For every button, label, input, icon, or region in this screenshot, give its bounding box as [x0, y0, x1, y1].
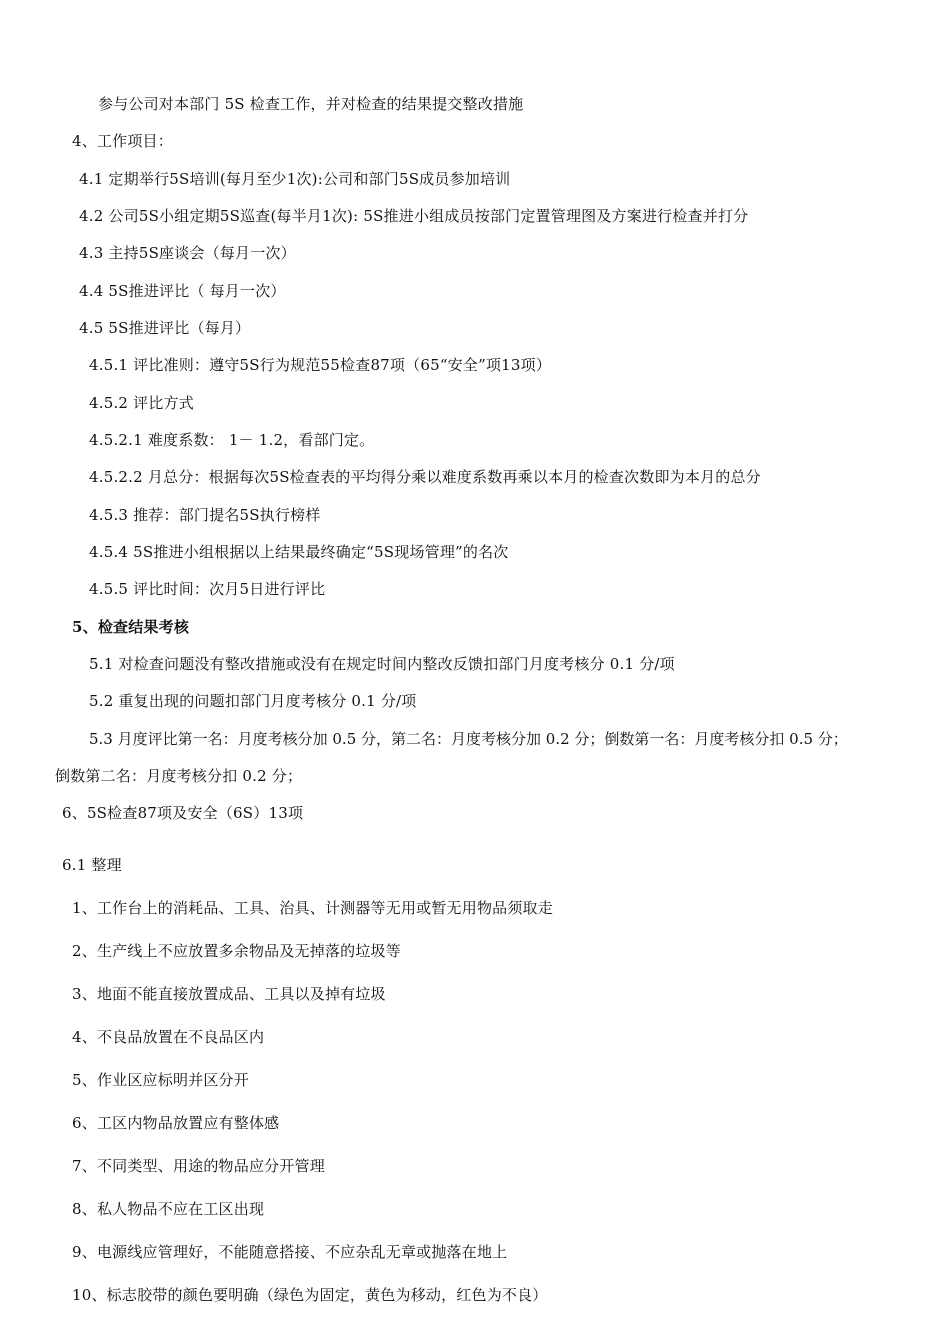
text-line-4-5-2-2: 4.5.2.2 月总分：根据每次5S检查表的平均得分乘以难度系数再乘以本月的检查次数即为本月的总分 [89, 468, 761, 486]
text-line-intro: 参与公司对本部门 5S 检查工作，并对检查的结果提交整改措施 [98, 95, 524, 113]
list-item-7: 7、不同类型、用途的物品应分开管理 [72, 1157, 325, 1175]
list-item-2: 2、生产线上不应放置多余物品及无掉落的垃圾等 [72, 942, 401, 960]
list-item-9: 9、电源线应管理好，不能随意搭接、不应杂乱无章或抛落在地上 [72, 1243, 508, 1261]
text-line-4-5-4: 4.5.4 5S推进小组根据以上结果最终确定“5S现场管理”的名次 [89, 543, 509, 561]
text-line-4-5: 4.5 5S推进评比（每月） [79, 319, 251, 337]
text-line-4-5-2: 4.5.2 评比方式 [89, 394, 194, 412]
text-line-4-5-1: 4.5.1 评比准则：遵守5S行为规范55检查87项（65“安全”项13项） [89, 356, 552, 374]
text-line-5-1: 5.1 对检查问题没有整改措施或没有在规定时间内整改反馈扣部门月度考核分 0.1 分/项 [89, 655, 675, 673]
heading-4: 4、工作项目： [72, 132, 173, 150]
heading-6: 6、5S检查87项及安全（6S）13项 [62, 804, 304, 822]
text-line-5-2: 5.2 重复出现的问题扣部门月度考核分 0.1 分/项 [89, 692, 417, 710]
list-item-1: 1、工作台上的消耗品、工具、治具、计测器等无用或暂无用物品须取走 [72, 899, 553, 917]
list-item-4: 4、不良品放置在不良品区内 [72, 1028, 265, 1046]
text-line-4-2: 4.2 公司5S小组定期5S巡查(每半月1次): 5S推进小组成员按部门定置管理图及方案进行检查并打分 [79, 207, 749, 225]
text-line-4-1: 4.1 定期举行5S培训(每月至少1次):公司和部门5S成员参加培训 [79, 170, 511, 188]
text-line-4-5-2-1: 4.5.2.1 难度系数： 1－ 1.2，看部门定。 [89, 431, 375, 449]
list-item-8: 8、私人物品不应在工区出现 [72, 1200, 265, 1218]
heading-6-1: 6.1 整理 [62, 856, 122, 874]
heading-5: 5、检查结果考核 [72, 618, 190, 636]
text-line-4-4: 4.4 5S推进评比（ 每月一次） [79, 282, 286, 300]
text-line-4-3: 4.3 主持5S座谈会（每月一次） [79, 244, 296, 262]
list-item-3: 3、地面不能直接放置成品、工具以及掉有垃圾 [72, 985, 386, 1003]
list-item-6: 6、工区内物品放置应有整体感 [72, 1114, 280, 1132]
text-line-5-3-cont: 倒数第二名：月度考核分扣 0.2 分； [55, 767, 303, 785]
text-line-5-3: 5.3 月度评比第一名：月度考核分加 0.5 分，第二名：月度考核分加 0.2 分；倒数第一名：月度考核分扣 0.5 分； [89, 730, 848, 748]
text-line-4-5-5: 4.5.5 评比时间：次月5日进行评比 [89, 580, 326, 598]
text-line-4-5-3: 4.5.3 推荐：部门提名5S执行榜样 [89, 506, 321, 524]
list-item-5: 5、作业区应标明并区分开 [72, 1071, 249, 1089]
list-item-10: 10、标志胶带的颜色要明确（绿色为固定，黄色为移动，红色为不良） [72, 1286, 548, 1304]
